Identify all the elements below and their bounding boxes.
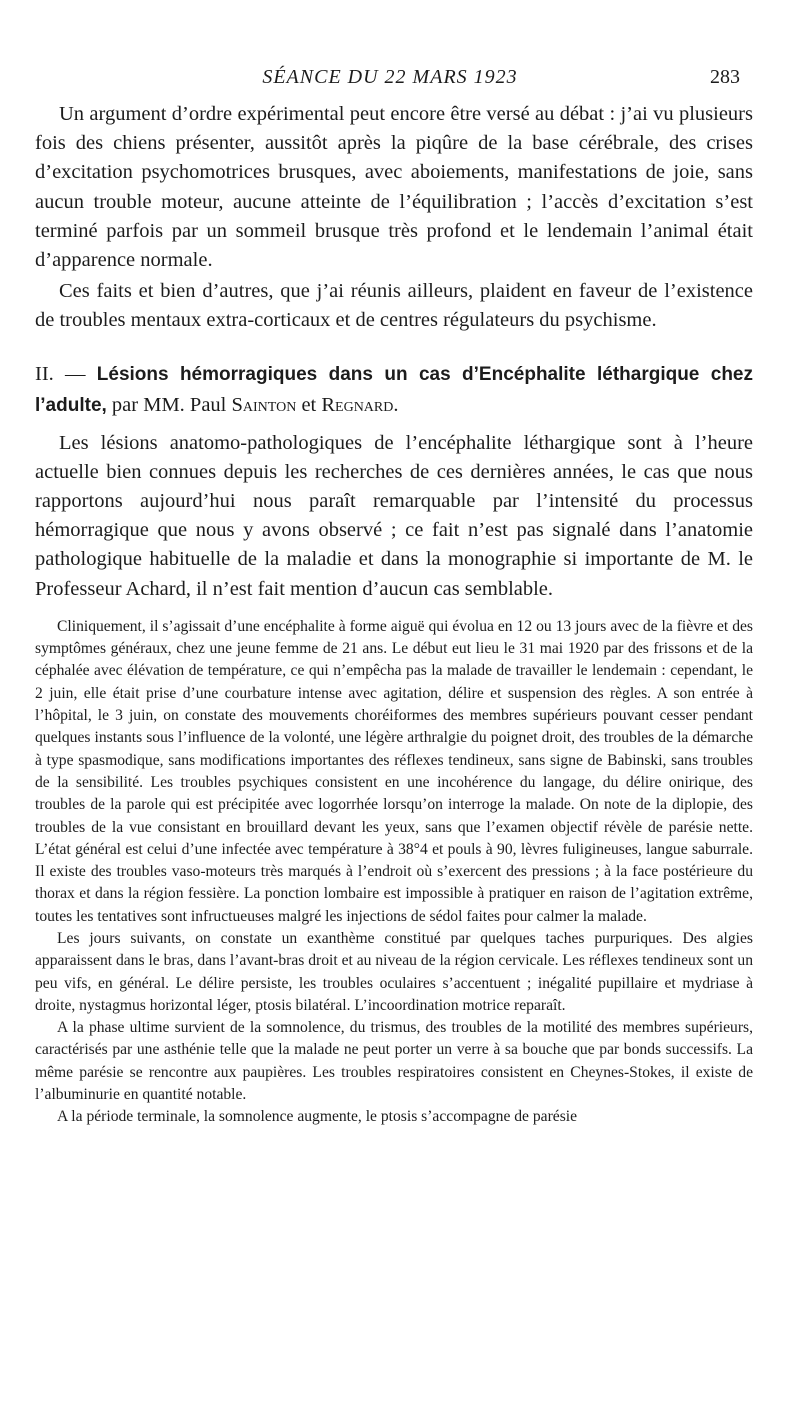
running-title: SÉANCE DU 22 MARS 1923 <box>262 66 518 88</box>
body-text <box>35 100 753 1129</box>
paragraph-lesions: Les lésions anatomo-pathologiques de l’encéphalite léthargique sont à l’heure actuelle bien connues depuis les recherches de ces dernières années, le cas que nous rapportons aujourd’hui nous paraît remarquable par l’intensité du processus hémorragique que nous y avons observé ; ce fait n’est pas signalé dans l’anatomie pathologique habituelle de la maladie et dans la monographie si importante de M. le Professeur Achard, il n’est fait mention d’aucun cas semblable. <box>35 431 753 600</box>
paragraph-experimental-argument: Un argument d’ordre expérimental peut encore être versé au débat : j’ai vu plusieurs fois des chiens présenter, aussitôt après la piqûre de la base cérébrale, des crises d’excitation psychomotrices brusques, avec aboiements, manifestations de joie, sans aucun trouble moteur, aucune atteinte de l’équilibration ; l’accès d’excitation s’est terminé parfois par un sommeil brusque très profond et le lendemain l’animal était d’apparence normale. <box>35 103 753 272</box>
paragraph-terminal-period: A la période terminale, la somnolence augmente, le ptosis s’accompagne de parésie <box>57 1108 578 1126</box>
section-number: II. — <box>35 362 97 385</box>
section-byline: par MM. Paul <box>106 393 232 416</box>
section-heading <box>35 359 753 421</box>
paragraph-clinical: Cliniquement, il s’agissait d’une encéphalite à forme aiguë qui évolua en 12 ou 13 jours avec de la fièvre et des symptômes généraux, chez une jeune femme de 21 ans. Le début eut lieu le 31 mai 1920 par des frissons et de la céphalée avec élévation de température, ce qui n’empêcha pas la malade de travailler le lendemain : cependant, le 2 juin, elle était prise d’une courbature intense avec agitation, délire et suspension des règles. A son entrée à l’hôpital, le 3 juin, on constate des mouvements choréiformes des membres supérieurs pouvant cesser pendant quelques instants sous l’influence de la volonté, une légère arthralgie du poignet droit, des troubles de la démarche à type spasmodique, sans modifications importantes des réflexes tendineux, sans signe de Babinski, sans troubles de la sensibilité. Les troubles psychiques consistent en une incohérence du langage, du délire onirique, des troubles de la parole qui est précipitée avec logorrhée lorsqu’on interroge la malade. On note de la diplopie, des troubles de la vue consistant en brouillard devant les yeux, sans que l’examen objectif révèle de parésie nette. L’état général est celui d’une infectée avec température à 38°4 et pouls à 90, lèvres fuligineuses, langue saburrale. Il existe des troubles vaso-moteurs très marqués à l’endroit où s’exercent des pressions ; à la face postérieure du thorax et dans la région fessière. La ponction lombaire est impossible à pratiquer en raison de l’agitation extrême, toutes les tentatives sont infructueuses malgré les injections de sédol faites pour calmer la malade. <box>35 617 753 925</box>
paragraph-final-phase: A la phase ultime survient de la somnolence, du trismus, des troubles de la motilité des membres supérieurs, caractérisés par une asthénie telle que la malade ne peut porter un verre à sa bouche que par bonds successifs. La même parésie se rencontre aux paupières. Les troubles respiratoires consistent en Cheynes-Stokes, il existe de l’albuminurie en quantité notable. <box>35 1019 753 1104</box>
author-regnard: Regnard <box>321 393 394 416</box>
paragraph-following-days: Les jours suivants, on constate un exanthème constitué par quelques taches purpuriques. Des algies apparaissent dans le bras, dans l’avant-bras droit et au niveau de la région cervicale. Les réflexes tendineux sont un peu vifs, en général. Le délire persiste, les troubles oculaires s’accentuent ; inégalité pupillaire et mydriase à droite, nystagmus horizontal léger, ptosis bilatéral. L’incoordination motrice reparaît. <box>35 930 753 1014</box>
section-end: . <box>393 393 399 416</box>
section-title: Lésions hémorragiques dans un cas d’Encéphalite léthargique chez l’adulte, <box>35 363 754 416</box>
author-sainton: Sainton <box>231 393 297 416</box>
page-number: 283 <box>710 66 740 88</box>
section-and: et <box>296 393 322 416</box>
running-head <box>40 66 740 96</box>
paragraph-extra-cortical: Ces faits et bien d’autres, que j’ai réunis ailleurs, plaident en faveur de l’existence de troubles mentaux extra-corticaux et de centres régulateurs du psychisme. <box>35 280 753 332</box>
